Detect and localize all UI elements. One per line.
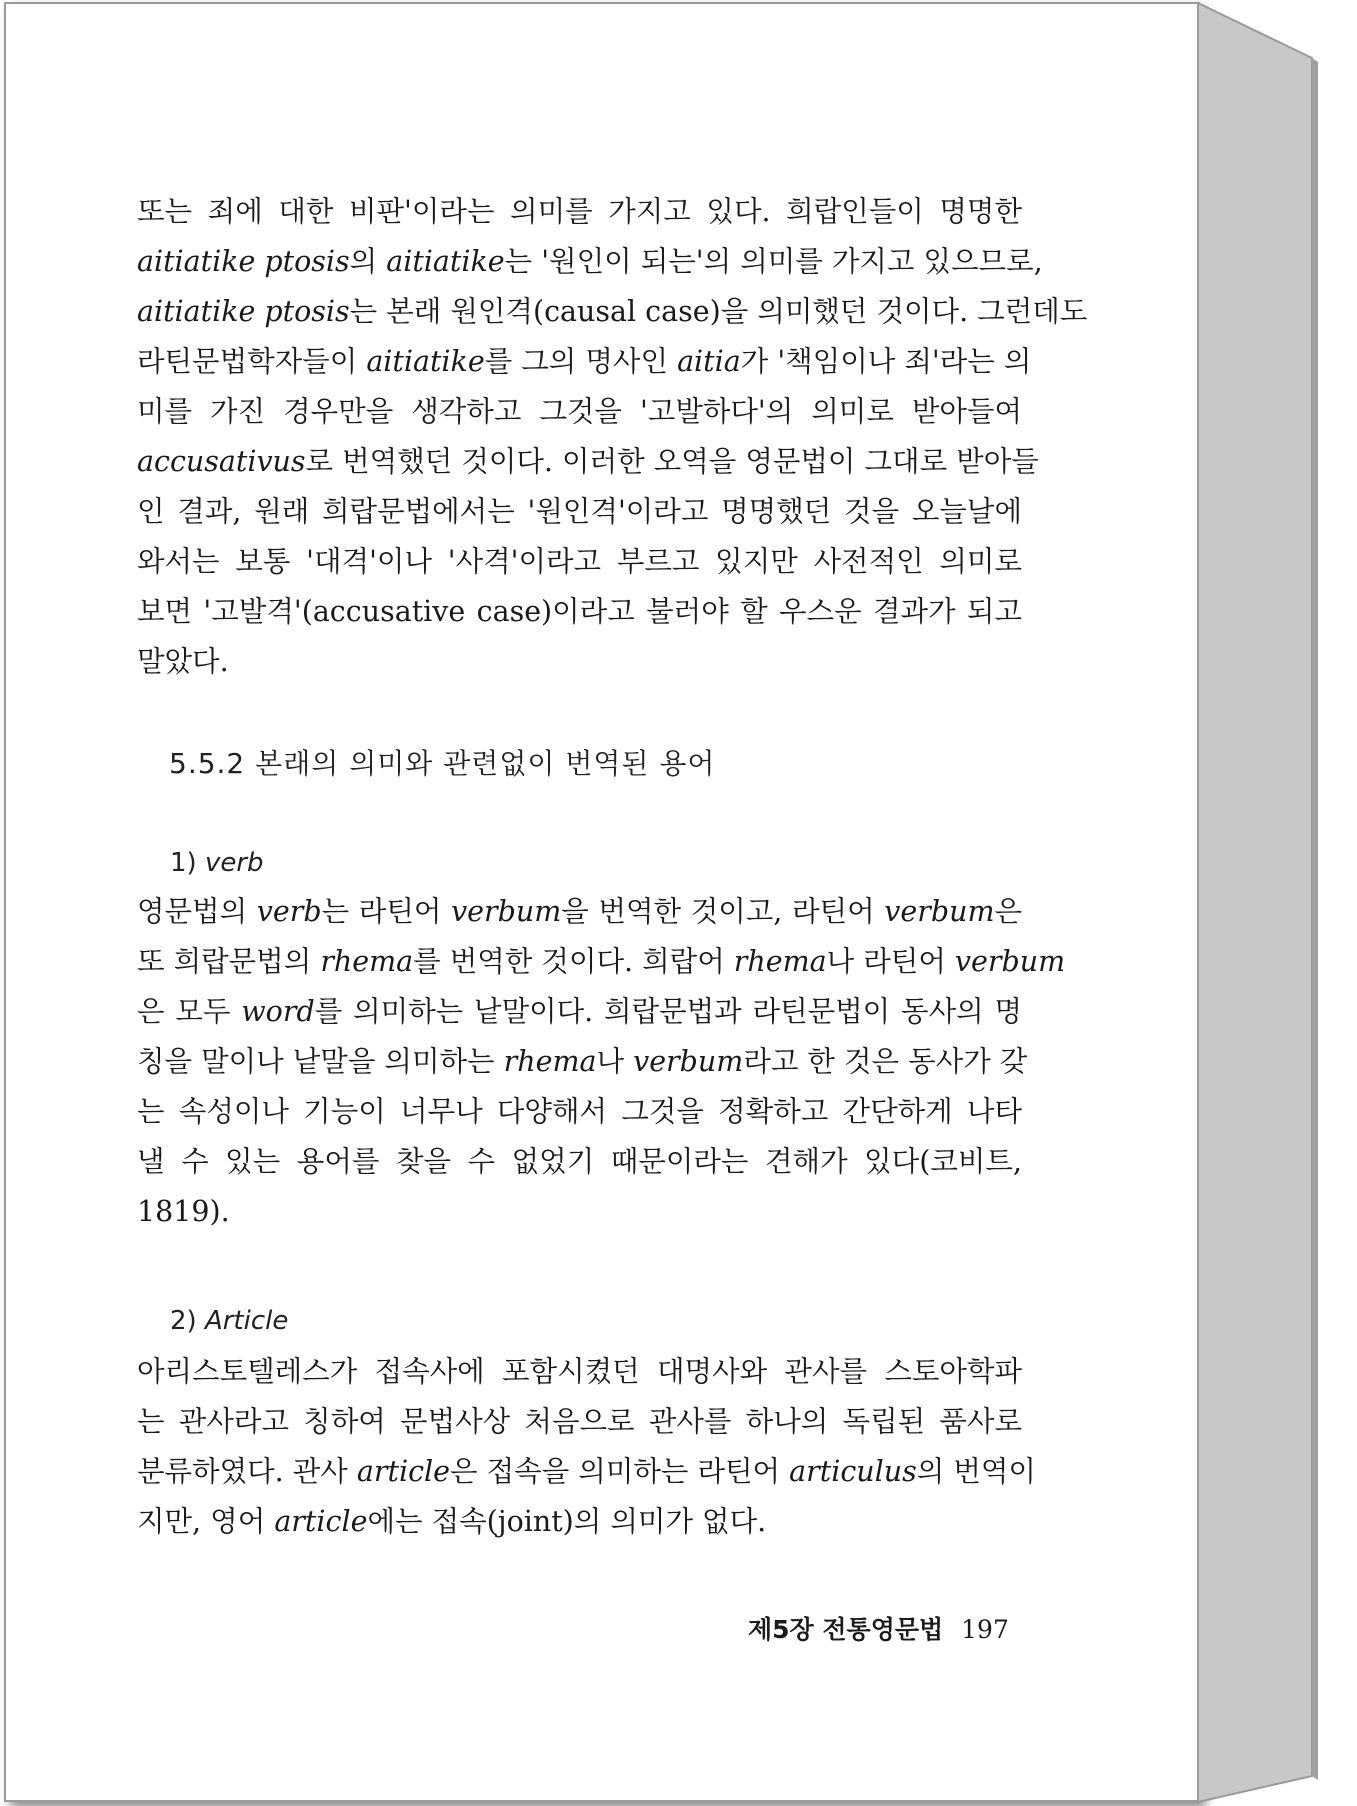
text-line: 또는 죄에 대한 비판'이라는 의미를 가지고 있다. 희랍인들이 명명한 — [137, 195, 1022, 228]
italic-term: article — [356, 1455, 451, 1488]
text-segment: 분류하였다. 관사 — [137, 1455, 357, 1488]
subheading-title: Article — [204, 1306, 289, 1336]
text-line — [137, 937, 1066, 987]
italic-term: verbum — [954, 945, 1066, 978]
text-segment: 의 — [349, 245, 387, 278]
text-segment: 나 라틴어 — [826, 945, 955, 978]
italic-term: rhema — [503, 1045, 597, 1078]
italic-term: aitiatike — [366, 345, 485, 378]
subheading-article — [170, 1306, 288, 1336]
italic-term: aitiatike — [386, 245, 505, 278]
text-line — [137, 1497, 1022, 1547]
text-line — [137, 437, 1039, 487]
chapter-title: 제5장 전통영문법 — [748, 1615, 944, 1644]
text-segment: 는 라틴어 — [321, 895, 452, 928]
paragraph-2 — [137, 887, 1066, 1237]
text-segment: 에는 접속(joint)의 의미가 없다. — [367, 1505, 767, 1538]
text-segment: 는 본래 원인격(causal case)을 의미했던 것이다. 그런데도 — [349, 295, 1088, 328]
subheading-number: 1) — [170, 848, 197, 878]
text-segment: 를 번역한 것이다. 희랍어 — [413, 945, 734, 978]
text-segment: 를 의미하는 낱말이다. 희랍문법과 라틴문법이 동사의 명 — [314, 995, 1022, 1028]
subheading-verb — [170, 848, 264, 878]
italic-term: verbum — [633, 1045, 744, 1078]
italic-term: verbum — [451, 895, 562, 928]
italic-term: word — [241, 995, 315, 1028]
text-segment: 은 — [994, 895, 1023, 928]
paragraph-3 — [137, 1347, 1036, 1547]
text-segment: 로 번역했던 것이다. 이러한 오역을 영문법이 그대로 받아들 — [305, 445, 1039, 478]
page-number: 197 — [961, 1615, 1009, 1644]
text-segment: 은 접속을 의미하는 라틴어 — [450, 1455, 790, 1488]
text-segment: 는 '원인이 되는'의 의미를 가지고 있으므로, — [504, 245, 1043, 278]
section-heading: 5.5.2 본래의 의미와 관련없이 번역된 용어 — [169, 747, 716, 780]
italic-term: aitia — [677, 345, 741, 378]
page-footer — [748, 1610, 1009, 1646]
italic-term: accusativus — [137, 445, 306, 478]
text-segment: 은 모두 — [137, 995, 242, 1028]
text-line: 보면 '고발격'(accusative case)이라고 불러야 할 우스운 결과가 되고 — [137, 595, 1022, 628]
italic-term: verb — [256, 895, 322, 928]
italic-term: verbum — [884, 895, 995, 928]
text-line: 말았다. — [137, 645, 229, 678]
italic-term: aitiatike ptosis — [137, 245, 350, 278]
text-line: 는 관사라고 칭하여 문법사상 처음으로 관사를 하나의 독립된 품사로 — [137, 1405, 1022, 1438]
text-segment: 을 번역한 것이고, 라틴어 — [561, 895, 885, 928]
text-line: 미를 가진 경우만을 생각하고 그것을 '고발하다'의 의미로 받아들여 — [137, 395, 1022, 428]
text-line — [137, 987, 1022, 1037]
text-line: 아리스토텔레스가 접속사에 포함시켰던 대명사와 관사를 스토아학파 — [137, 1355, 1022, 1388]
text-segment: 라틴문법학자들이 — [137, 345, 367, 378]
italic-term: article — [274, 1505, 368, 1538]
text-segment: 가 '책임이나 죄'라는 의 — [740, 345, 1032, 378]
text-line — [137, 287, 1088, 337]
text-line — [137, 887, 1022, 937]
text-line: 와서는 보통 '대격'이나 '사격'이라고 부르고 있지만 사전적인 의미로 — [137, 545, 1022, 578]
text-segment: 영문법의 — [137, 895, 257, 928]
subheading-number: 2) — [170, 1306, 197, 1336]
paragraph-1 — [137, 187, 1088, 687]
text-line: 인 결과, 원래 희랍문법에서는 '원인격'이라고 명명했던 것을 오늘날에 — [137, 495, 1022, 528]
italic-term: rhema — [733, 945, 827, 978]
text-segment: 지만, 영어 — [137, 1505, 275, 1538]
text-segment: 나 — [596, 1045, 634, 1078]
text-line: 1819). — [137, 1195, 230, 1228]
text-line: 낼 수 있는 용어를 찾을 수 없었기 때문이라는 견해가 있다(코비트, — [137, 1145, 1022, 1178]
italic-term: articulus — [789, 1455, 917, 1488]
text-segment: 또 희랍문법의 — [137, 945, 321, 978]
text-segment: 를 그의 명사인 — [484, 345, 678, 378]
text-segment: 라고 한 것은 동사가 갖 — [743, 1045, 1028, 1078]
subheading-title: verb — [204, 848, 264, 878]
text-line — [137, 1447, 1036, 1497]
text-segment: 칭을 말이나 낱말을 의미하는 — [137, 1045, 504, 1078]
text-segment: 의 번역이 — [916, 1455, 1036, 1488]
italic-term: rhema — [320, 945, 414, 978]
text-line — [137, 337, 1032, 387]
italic-term: aitiatike ptosis — [137, 295, 350, 328]
text-line — [137, 1037, 1028, 1087]
text-line — [137, 237, 1043, 287]
text-line: 는 속성이나 기능이 너무나 다양해서 그것을 정확하고 간단하게 나타 — [137, 1095, 1022, 1128]
